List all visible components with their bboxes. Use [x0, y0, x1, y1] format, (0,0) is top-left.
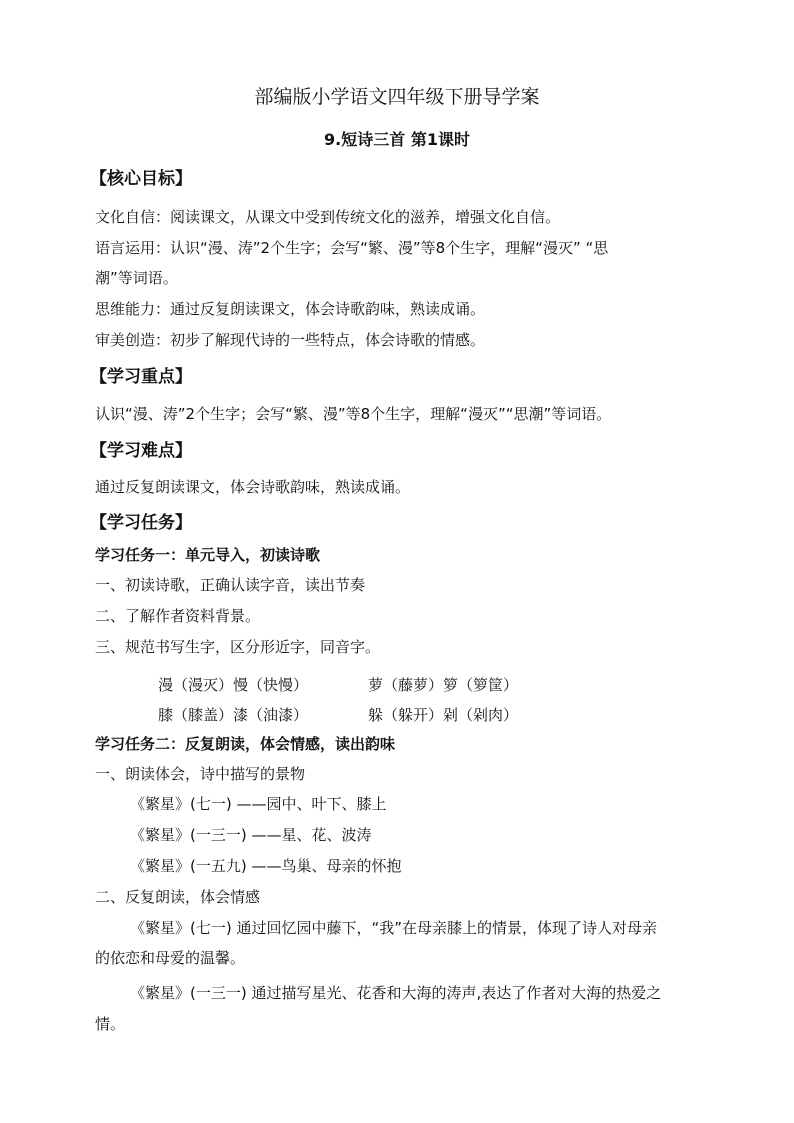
- char-pair-row2-left: 膝（膝盖）漆（油漆）: [158, 706, 309, 724]
- task2-title: 学习任务二：反复朗读，体会情感，读出韵味: [95, 735, 396, 753]
- key-points-text: 认识“漫、涛”2个生字；会写“繁、漫”等8个生字，理解“漫灭”“思潮”等词语。: [95, 405, 612, 423]
- doc-title: 部编版小学语文四年级下册导学案: [254, 86, 540, 108]
- poem-line-131: 《繁星》(一三一) ——星、花、波涛: [130, 826, 372, 844]
- core-goal-thinking: 思维能力：通过反复朗读课文，体会诗歌韵味，熟读成诵。: [95, 300, 486, 318]
- core-goal-language-line1: 语言运用：认识“漫、涛”2个生字；会写“繁、漫”等8个生字，理解“漫灭” “思: [95, 239, 609, 257]
- paragraph-71-line1: 《繁星》(七一) 通过回忆园中藤下，“我”在母亲膝上的情景，体现了诗人对母亲: [130, 919, 658, 937]
- core-goal-language-line2: 潮”等词语。: [95, 269, 178, 287]
- task1-item-2: 二、了解作者资料背景。: [95, 607, 261, 625]
- poem-line-159: 《繁星》(一五九) ——鸟巢、母亲的怀抱: [130, 857, 402, 875]
- section-key-points-heading: 【学习重点】: [90, 367, 192, 387]
- task2-item-2: 二、反复朗读，体会情感: [95, 888, 261, 906]
- paragraph-71-line2: 的依恋和母爱的温馨。: [95, 949, 246, 967]
- task1-item-1: 一、初读诗歌，正确认读字音，读出节奏: [95, 576, 366, 594]
- char-pair-row1-right: 萝（藤萝）箩（箩筐）: [368, 676, 519, 694]
- char-pair-row2-right: 躲（躲开）剁（剁肉）: [368, 706, 519, 724]
- doc-subtitle: 9.短诗三首 第1课时: [324, 130, 470, 149]
- task1-item-3: 三、规范书写生字，区分形近字，同音字。: [95, 638, 381, 656]
- poem-line-71: 《繁星》(七一) ——园中、叶下、膝上: [130, 795, 387, 813]
- paragraph-131-line1: 《繁星》(一三一) 通过描写星光、花香和大海的涛声,表达了作者对大海的热爱之: [130, 984, 662, 1002]
- difficulties-text: 通过反复朗读课文，体会诗歌韵味，熟读成诵。: [95, 478, 411, 496]
- paragraph-131-line2: 情。: [95, 1015, 126, 1033]
- char-pair-row1-left: 漫（漫灭）慢（快慢）: [158, 676, 309, 694]
- section-core-goals-heading: 【核心目标】: [90, 169, 192, 189]
- task2-item-1: 一、朗读体会，诗中描写的景物: [95, 765, 306, 783]
- task1-title: 学习任务一：单元导入，初读诗歌: [95, 546, 321, 564]
- section-difficulties-heading: 【学习难点】: [90, 441, 192, 461]
- core-goal-aesthetic: 审美创造：初步了解现代诗的一些特点，体会诗歌的情感。: [95, 331, 486, 349]
- section-tasks-heading: 【学习任务】: [90, 513, 192, 533]
- core-goal-culture: 文化自信：阅读课文，从课文中受到传统文化的滋养，增强文化自信。: [95, 208, 561, 226]
